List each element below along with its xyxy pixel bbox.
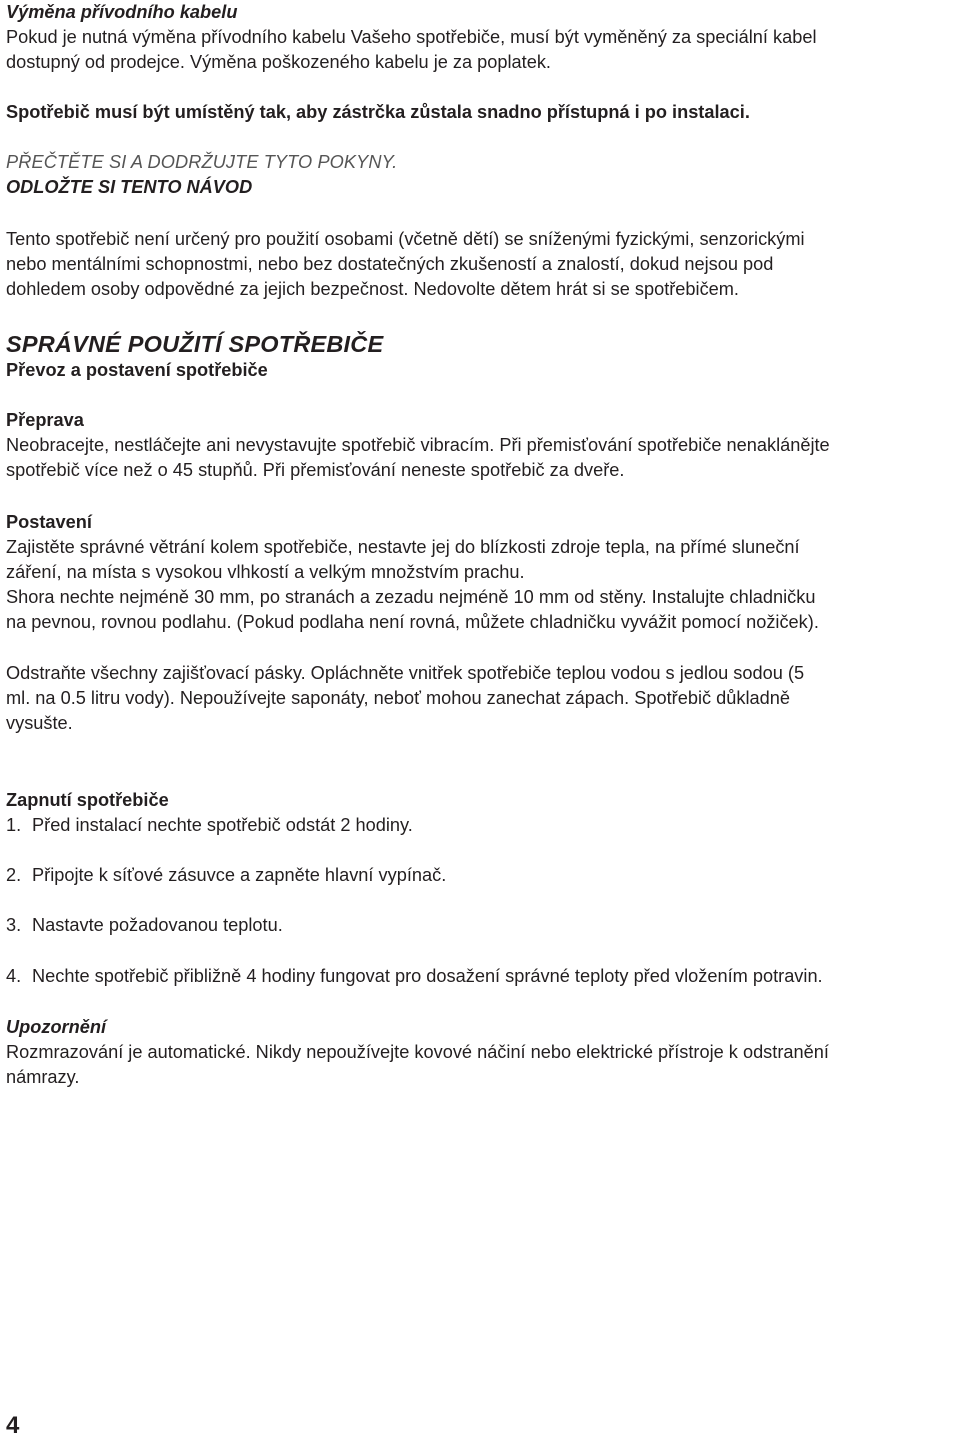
startup-step (6, 913, 958, 939)
startup-step (6, 813, 958, 839)
step-text: Nechte spotřebič přibližně 4 hodiny fungovat pro dosažení správné teploty před vložením potravin. (32, 966, 823, 986)
page-number: 4 (6, 1412, 20, 1439)
installation-line-1: Zajistěte správné větrání kolem spotřebiče, nestavte jej do blízkosti zdroje tepla, na přímé sluneční (6, 537, 800, 557)
cleaning-line-2: ml. na 0.5 litru vody). Nepoužívejte saponáty, neboť mohou zanechat zápach. Spotřebič důkladně (6, 688, 790, 708)
cable-text-line-2: dostupný od prodejce. Výměna poškozeného kabelu je za poplatek. (6, 52, 551, 72)
placement-note: Spotřebič musí být umístěný tak, aby zástrčka zůstala snadno přístupná i po instalaci. (6, 102, 750, 122)
step-text: Před instalací nechte spotřebič odstát 2 hodiny. (32, 815, 413, 835)
warning-line-2: námrazy. (6, 1067, 80, 1087)
step-text: Připojte k síťové zásuvce a zapněte hlavní vypínač. (32, 865, 447, 885)
cleaning-line-3: vysušte. (6, 713, 73, 733)
startup-step (6, 863, 958, 889)
installation-line-4: na pevnou, rovnou podlahu. (Pokud podlaha není rovná, můžete chladničku vyvážit pomocí nožiček). (6, 612, 819, 632)
transport-line-1: Neobracejte, nestláčejte ani nevystavujte spotřebič vibracím. Při přemisťování spotřebiče nenaklánějte (6, 435, 830, 455)
step-number: 2. (6, 865, 22, 885)
cable-text-line-1: Pokud je nutná výměna přívodního kabelu Vašeho spotřebiče, musí být vyměněný za speciální kabel (6, 27, 817, 47)
cable-heading: Výměna přívodního kabelu (6, 2, 238, 22)
safety-line-2: nebo mentálními schopnostmi, nebo bez dostatečných zkušeností a znalostí, dokud nejsou pod (6, 254, 774, 274)
warning-heading: Upozornění (6, 1017, 107, 1037)
safety-line-1: Tento spotřebič není určený pro použití osobami (včetně dětí) se sníženými fyzickými, senzorickými (6, 229, 805, 249)
step-number: 4. (6, 966, 22, 986)
step-number: 3. (6, 915, 22, 935)
transport-heading: Přeprava (6, 410, 84, 430)
keep-notice: ODLOŽTE SI TENTO NÁVOD (6, 177, 253, 197)
usage-subheading: Převoz a postavení spotřebiče (6, 360, 268, 380)
startup-heading: Zapnutí spotřebiče (6, 790, 169, 810)
startup-step (6, 964, 958, 990)
read-notice: PŘEČTĚTE SI A DODRŽUJTE TYTO POKYNY. (6, 152, 398, 172)
transport-line-2: spotřebič více než o 45 stupňů. Při přemisťování neneste spotřebič za dveře. (6, 460, 625, 480)
installation-line-3: Shora nechte nejméně 30 mm, po stranách a zezadu nejméně 10 mm od stěny. Instalujte chladničku (6, 587, 816, 607)
cleaning-line-1: Odstraňte všechny zajišťovací pásky. Opláchněte vnitřek spotřebiče teplou vodou s jedlou sodou (5 (6, 663, 805, 683)
installation-line-2: záření, na místa s vysokou vlhkostí a velkým množstvím prachu. (6, 562, 525, 582)
installation-heading: Postavení (6, 512, 92, 532)
step-text: Nastavte požadovanou teplotu. (32, 915, 283, 935)
step-number: 1. (6, 815, 22, 835)
safety-line-3: dohledem osoby odpovědné za jejich bezpečnost. Nedovolte dětem hrát si se spotřebičem. (6, 279, 739, 299)
warning-line-1: Rozmrazování je automatické. Nikdy nepoužívejte kovové náčiní nebo elektrické přístroje k odstranění (6, 1042, 829, 1062)
usage-heading: SPRÁVNÉ POUŽITÍ SPOTŘEBIČE (6, 331, 384, 357)
